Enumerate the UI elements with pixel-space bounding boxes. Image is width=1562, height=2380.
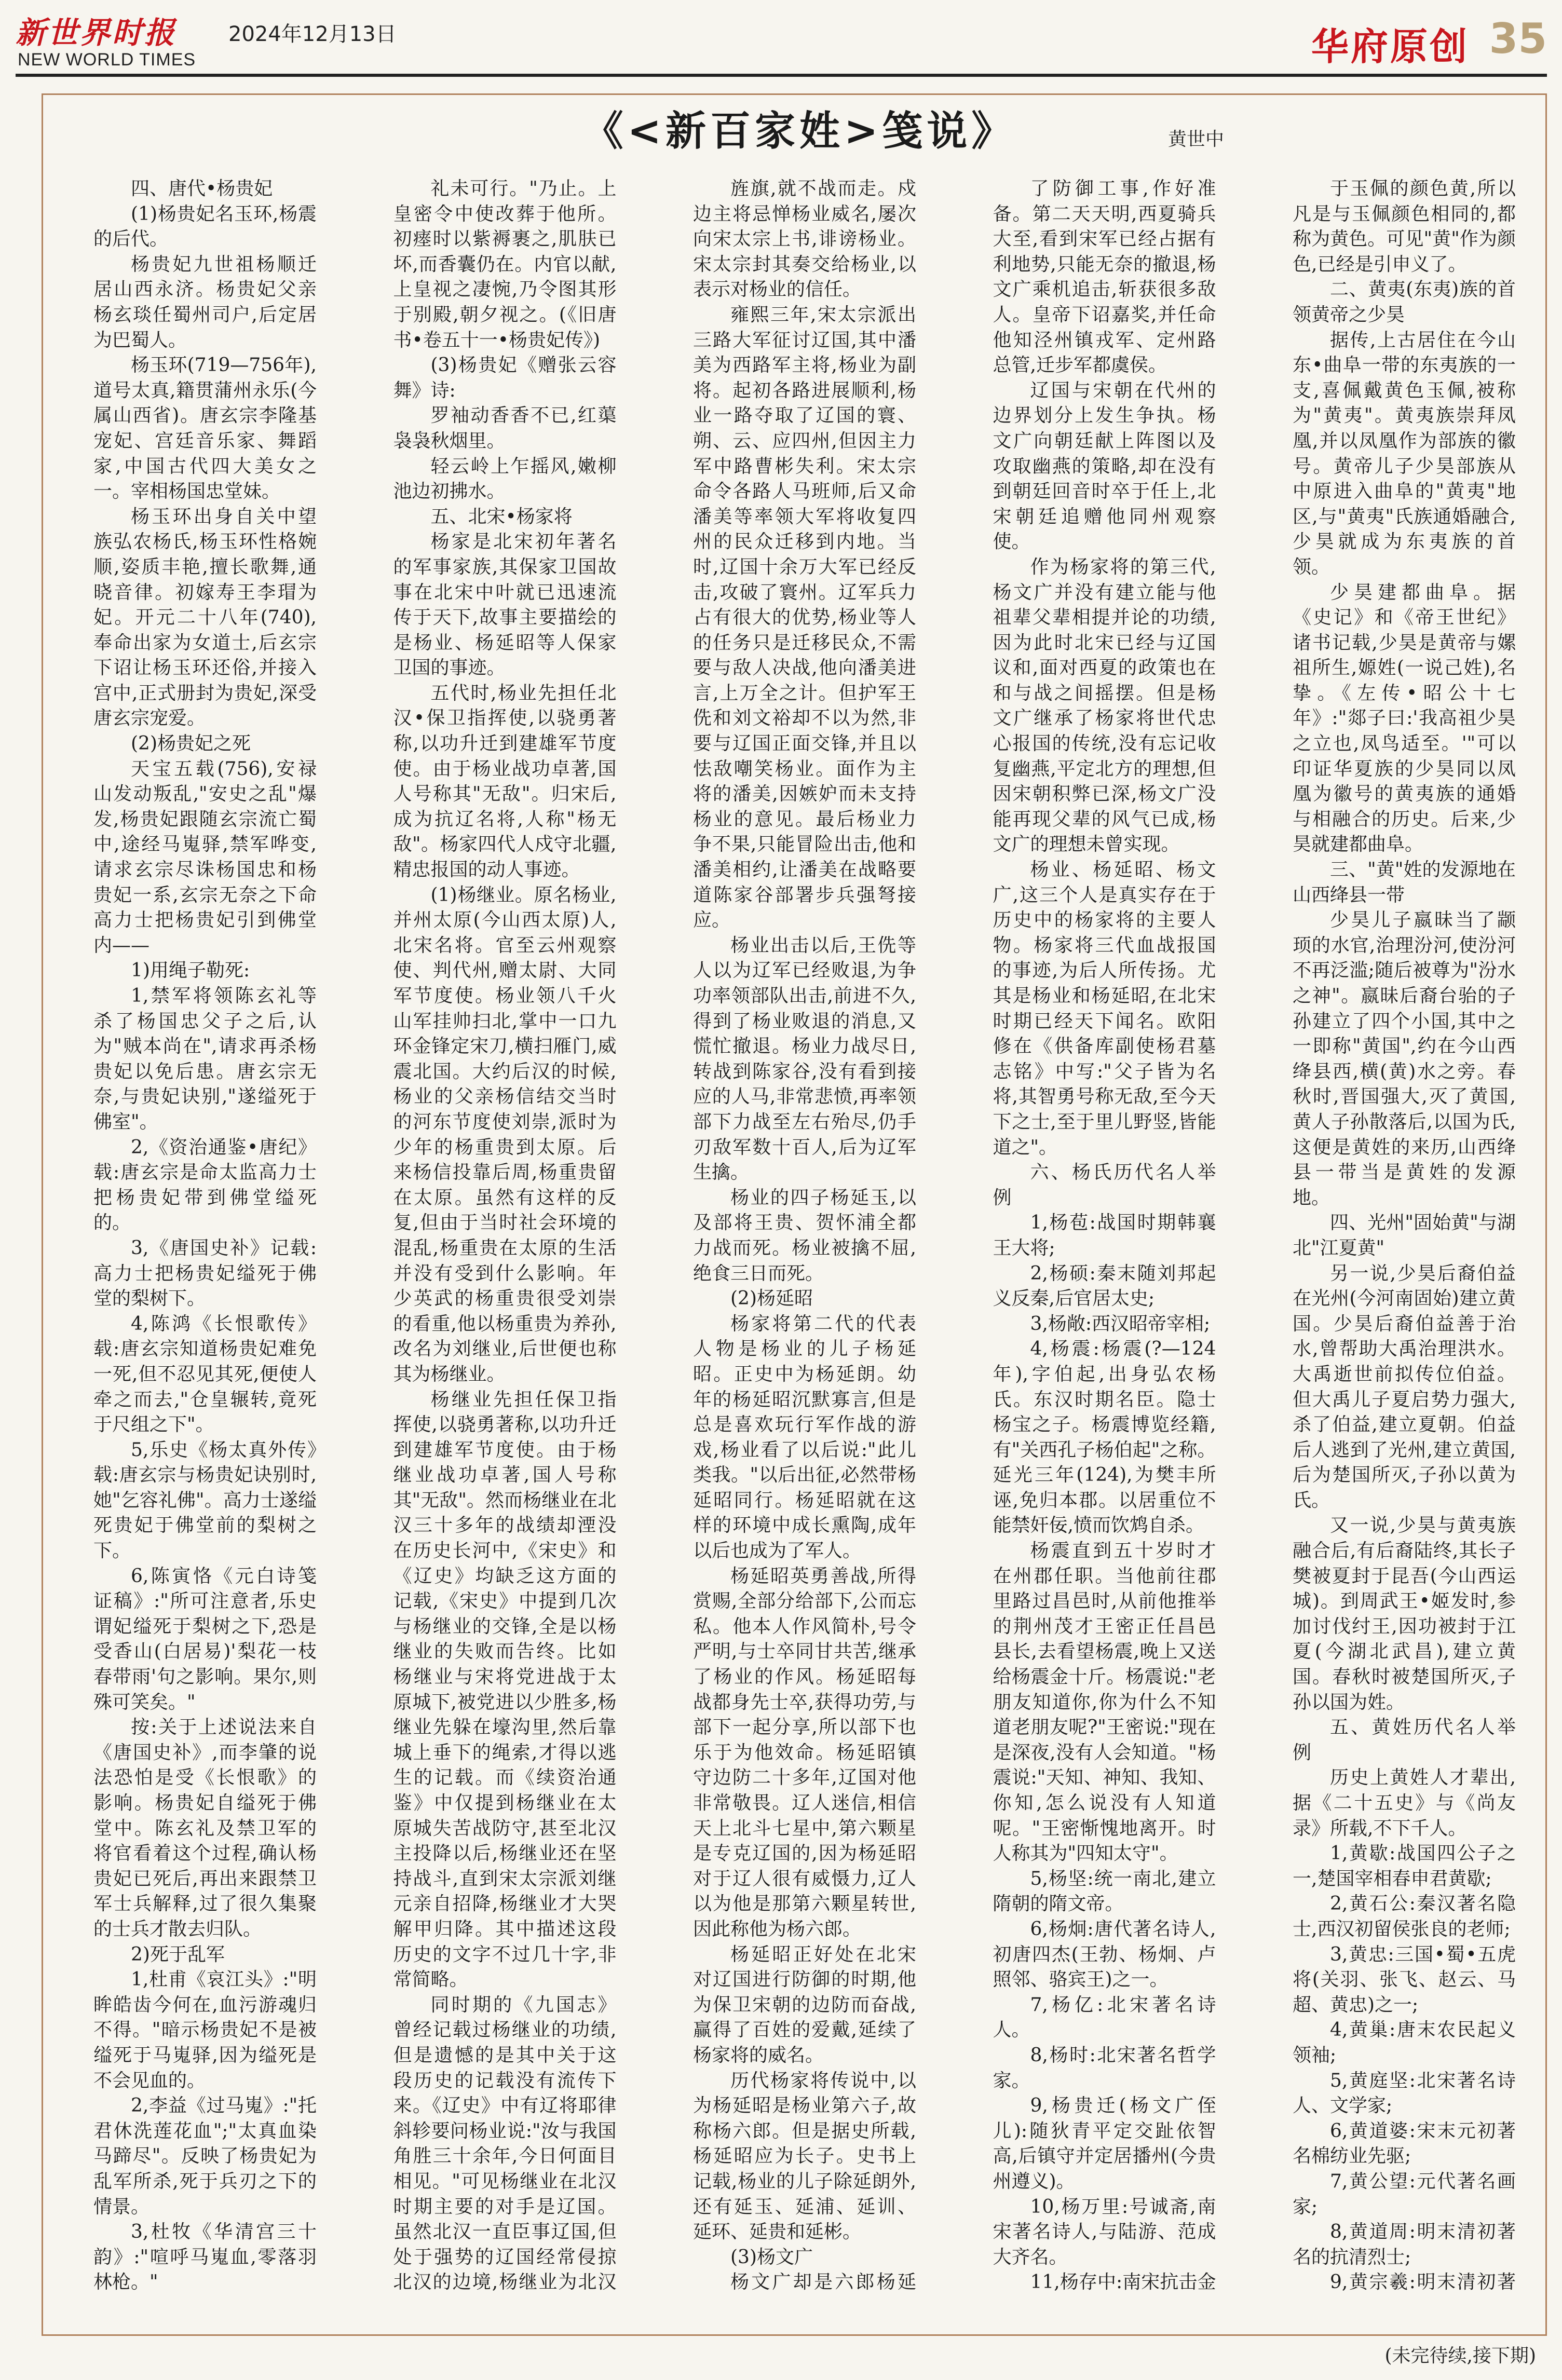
article-paragraph: 杨家是北宋初年著名的军事家族,其保家卫国故事在北宋中叶就已迅速流传于天下,故事主要描绘的是杨业、杨延昭等人保家卫国的事迹。 (393, 531, 617, 679)
article-paragraph: 4,黄巢:唐末农民起义领袖; (1293, 2019, 1516, 2066)
article-paragraph: 9,黄宗羲:明末清初著 (1330, 2272, 1516, 2293)
article-paragraph: 又一说,少昊与黄夷族融合后,有后裔陆终,其长子樊被夏封于昆吾(今山西运城)。到周武王•姬发时,参加讨伐纣王,因功被封于江夏(今湖北武昌),建立黄国。春秋时被楚国所灭,子孙以国为姓。 (1293, 1515, 1516, 1713)
article-paragraph: 于玉佩的颜色黄,所以凡是与玉佩颜色相同的,都称为黄色。可见"黄"作为颜色,已经是引申义了。 (1293, 178, 1516, 275)
article-column-2 (393, 176, 617, 2294)
article-paragraph: 轻云岭上乍摇风,嫩柳池边初拂水。 (393, 455, 617, 502)
article-paragraph: 作为杨家将的第三代,杨文广并没有建立能与他祖辈父辈相提并论的功绩,因为此时北宋已经与辽国议和,面对西夏的政策也在和与战之间摇摆。但是杨文广继承了杨家将世代忠心报国的传统,没有忘记收复幽燕,平定北方的理想,但因宋朝积弊已深,杨文广没能再现父辈的风气已成,杨文广的理想未曾实现。 (993, 556, 1216, 855)
article-paragraph: 3,黄忠:三国•蜀•五虎将(关羽、张飞、赵云、马超、黄忠)之一; (1293, 1943, 1516, 2016)
article-paragraph: 杨玉环出身自关中望族弘农杨氏,杨玉环性格婉顺,姿质丰艳,擅长歌舞,通晓音律。初嫁寿王李瑁为妃。开元二十八年(740),奉命出家为女道士,后玄宗下诏让杨玉环还俗,并接入宫中,正式册封为贵妃,深受唐玄宗宠爱。 (93, 506, 317, 729)
article-paragraph: 6,黄道婆:宋末元初著名棉纺业先驱; (1293, 2120, 1516, 2167)
article-paragraph: 8,黄道周:明末清初著名的抗清烈士; (1293, 2221, 1516, 2268)
article-paragraph: 礼未可行。"乃止。上皇密令中使改葬于他所。初瘗时以紫褥裹之,肌肤已坏,而香囊仍在。内官以献,上皇视之凄惋,乃令图其形于别殿,朝夕视之。(《旧唐书•卷五十一•杨贵妃传》) (393, 178, 617, 351)
article-paragraph: 五代时,杨业先担任北汉•保卫指挥使,以骁勇著称,以功升迁到建雄军节度使。由于杨业战功卓著,国人号称其"无敌"。归宋后,成为抗辽名将,人称"杨无敌"。杨家四代人戍守北疆,精忠报国的动人事迹。 (393, 682, 617, 881)
article-paragraph: 四、光州"固始黄"与湖北"江夏黄" (1293, 1212, 1516, 1259)
article-column-5 (1293, 176, 1516, 2294)
article-paragraph: 三、"黄"姓的发源地在山西绛县一带 (1293, 859, 1516, 906)
article-paragraph: 按:关于上述说法来自《唐国史补》,而李肇的说法恐怕是受《长恨歌》的影响。杨贵妃自缢死于佛堂中。陈玄礼及禁卫军的将官看着这个过程,确认杨贵妃已死后,再出来跟禁卫军士兵解释,过了很久集聚的士兵才散去归队。 (93, 1717, 317, 1940)
article-paragraph: 杨继业先担任保卫指挥使,以骁勇著称,以功升迁到建雄军节度使。由于杨继业战功卓著,国人号称其"无敌"。然而杨继业在北汉三十多年的战绩却湮没在历史长河中,《宋史》和《辽史》均缺乏这方面的记载,《宋史》中提到几次与杨继业的交锋,全是以杨继业的失败而告终。比如杨继业与宋将党进战于太原城下,被党进以少胜多,杨继业先躲在壕沟里,然后靠城上垂下的绳索,才得以逃生的记载。而《续资治通鉴》中仅提到杨继业在太原城失苦战防守,甚至北汉主投降以后,杨继业还在坚持战斗,直到宋太宗派刘继元亲自招降,杨继业才大哭解甲归降。其中描述这段历史的文字不过几十字,非常简略。 (393, 1389, 617, 1991)
article-paragraph: 2)死于乱军 (131, 1943, 225, 1965)
article-paragraph: (2)杨延昭 (730, 1288, 813, 1310)
article-paragraph: 5,乐史《杨太真外传》载:唐玄宗与杨贵妃诀别时,她"乞容礼佛"。高力士遂缢死贵妃于佛堂前的梨树之下。 (93, 1439, 317, 1562)
article-paragraph: (1)杨贵妃名玉环,杨震的后代。 (93, 203, 317, 250)
article-paragraph: (3)杨贵妃《赠张云容舞》诗: (393, 355, 617, 401)
article-paragraph: 少昊建都曲阜。据《史记》和《帝王世纪》诸书记载,少昊是黄帝与嫘祖所生,嫄姓(一说己姓),名挚。《左传•昭公十七年》:"郯子曰:'我高祖少昊之立也,凤鸟适至。'"可以印证华夏族的少昊同以凤凰为徽号的黄夷族的通婚与相融合的历史。后来,少昊就建都曲阜。 (1293, 581, 1516, 855)
article-author: 黄世中 (1168, 129, 1225, 150)
article-paragraph: 9,杨贵迁(杨文广侄儿):随狄青平定交趾依智高,后镇守并定居播州(今贵州遵义)。 (993, 2095, 1216, 2192)
article-paragraph: (2)杨贵妃之死 (131, 733, 251, 755)
masthead (16, 5, 1547, 70)
article-paragraph: 3,杜牧《华清宫三十韵》:"喧呼马嵬血,零落羽林枪。" (93, 2221, 317, 2293)
newspaper-brand-english: NEW WORLD TIMES (18, 50, 196, 70)
article-paragraph: 五、黄姓历代名人举例 (1293, 1717, 1516, 1763)
article-paragraph: 1,杜甫《哀江头》:"明眸皓齿今何在,血污游魂归不得。"暗示杨贵妃不是被缢死于马嵬驿,因为缢死是不会见血的。 (93, 1969, 317, 2091)
article-paragraph: 1)用绳子勒死: (131, 960, 250, 982)
article-paragraph: 辽国与宋朝在代州的边界划分上发生争执。杨文广向朝廷献上阵图以及攻取幽燕的策略,却在没有到朝廷回音时卒于任上,北宋朝廷追赠他同州观察使。 (993, 379, 1216, 553)
article-paragraph: 二、黄夷(东夷)族的首领黄帝之少昊 (1293, 279, 1516, 325)
continued-note: (未完待续,接下期) (1384, 2345, 1536, 2367)
article-paragraph: 罗袖动香香不已,红蕖袅袅秋烟里。 (393, 405, 617, 452)
article-paragraph: 5,杨坚:统一南北,建立隋朝的隋文帝。 (993, 1868, 1216, 1915)
article-paragraph: 据传,上古居住在今山东•曲阜一带的东夷族的一支,喜佩戴黄色玉佩,被称为"黄夷"。黄夷族崇拜凤凰,并以凤凰作为部族的徽号。黄帝儿子少昊部族从中原进入曲阜的"黄夷"地区,与"黄夷"氏族通婚融合,少昊就成为东夷族的首领。 (1293, 329, 1516, 578)
article-paragraph: 4,杨震:杨震(?—124年),字伯起,出身弘农杨氏。东汉时期名臣。隐士杨宝之子。杨震博览经籍,有"关西孔子杨伯起"之称。延光三年(124),为樊丰所诬,免归本郡。以居重位不能禁奸佞,愤而饮鸩自杀。 (993, 1338, 1216, 1536)
article-paragraph: 8,杨时:北宋著名哲学家。 (993, 2044, 1216, 2091)
article-paragraph: 六、杨氏历代名人举例 (993, 1162, 1216, 1208)
article-paragraph: 天宝五载(756),安禄山发动叛乱,"安史之乱"爆发,杨贵妃跟随玄宗流亡蜀中,途经马嵬驿,禁军哗变,请求玄宗尽诛杨国忠和杨贵妃一系,玄宗无奈之下命高力士把杨贵妃引到佛堂内—— (93, 758, 317, 956)
article-paragraph: 6,杨炯:唐代著名诗人,初唐四杰(王勃、杨炯、卢照邻、骆宾王)之一。 (993, 1918, 1216, 1991)
article-column-3 (693, 176, 916, 2294)
article-paragraph: 四、唐代•杨贵妃 (131, 178, 273, 199)
article-paragraph: 10,杨万里:号诚斋,南宋著名诗人,与陆游、范成大齐名。 (993, 2196, 1216, 2268)
article-paragraph: 4,陈鸿《长恨歌传》载:唐玄宗知道杨贵妃难免一死,但不忍见其死,便使人牵之而去,"仓皇辗转,竟死于尺组之下"。 (93, 1313, 317, 1436)
page-number: 35 (1489, 15, 1547, 63)
article-paragraph: 另一说,少昊后裔伯益在光州(今河南固始)建立黄国。少昊后裔伯益善于治水,曾帮助大禹治理洪水。大禹逝世前拟传位伯益。但大禹儿子夏启势力强大,杀了伯益,建立夏朝。伯益后人逃到了光州,建立黄国,后为楚国所灭,子孙以黄为氏。 (1293, 1262, 1516, 1511)
article-paragraph: 了防御工事,作好准备。第二天天明,西夏骑兵大至,看到宋军已经占据有利地势,只能无奈的撤退,杨文广乘机追击,斩获很多敌人。皇帝下诏嘉奖,并任命他知泾州镇戎军、定州路总管,迁步军都虞侯。 (993, 178, 1216, 376)
issue-date: 2024年12月13日 (228, 22, 397, 46)
article-paragraph: (1)杨继业。原名杨业,并州太原(今山西太原)人,北宋名将。官至云州观察使、判代州,赠太尉、大同军节度使。杨业领八千火山军挂帅扫北,掌中一口九环金锋定宋刀,横扫雁门,威震北国。大约后汉的时候,杨业的父亲杨信结交当时的河东节度使刘崇,派时为少年的杨重贵到太原。后来杨信投靠后周,杨重贵留在太原。虽然有这样的反复,但由于当时社会环境的混乱,杨重贵在太原的生活并没有受到什么影响。年少英武的杨重贵很受刘崇的看重,他以杨重贵为养孙,改名为刘继业,后世便也称其为杨继业。 (393, 884, 617, 1385)
article-paragraph: 2,杨硕:秦末随刘邦起义反秦,后官居太史; (993, 1262, 1216, 1310)
article-paragraph: 杨家将第二代的代表人物是杨业的儿子杨延昭。正史中为杨延朗。幼年的杨延昭沉默寡言,但是总是喜欢玩行军作战的游戏,杨业看了以后说:"此儿类我。"以后出征,必然带杨延昭同行。杨延昭就在这样的环境中成长熏陶,成年以后也成为了军人。 (693, 1313, 916, 1562)
article-paragraph: 历代杨家将传说中,以为杨延昭是杨业第六子,故称杨六郎。但是据史所载,杨延昭应为长子。史书上记载,杨业的儿子除延朗外,还有延玉、延浦、延训、延环、延贵和延彬。 (693, 2070, 916, 2243)
article-paragraph: 7,黄公望:元代著名画家; (1293, 2170, 1516, 2218)
article-paragraph: 旌旗,就不战而走。戍边主将忌惮杨业威名,屡次向宋太宗上书,诽谤杨业。宋太宗封其奏交给杨业,以表示对杨业的信任。 (693, 178, 916, 301)
article-paragraph: 11,杨存中:南宋抗击金 (1030, 2272, 1216, 2293)
article-paragraph: 杨贵妃九世祖杨顺迁居山西永济。杨贵妃父亲杨玄琰任蜀州司户,后定居为巴蜀人。 (93, 253, 317, 351)
article-paragraph: 杨文广却是六郎杨延 (730, 2272, 916, 2293)
article-paragraph: 1,黄歇:战国四公子之一,楚国宰相春申君黄歇; (1293, 1843, 1516, 1889)
newspaper-brand: 新世界时报 (16, 15, 177, 50)
article-paragraph: 历史上黄姓人才辈出,据《二十五史》与《尚友录》所载,不下千人。 (1293, 1767, 1516, 1839)
article-title: 《<新百家姓>笺说》 (582, 108, 1016, 155)
article-paragraph: 2,李益《过马嵬》:"托君休洗莲花血";"太真血染马蹄尽"。反映了杨贵妃为乱军所杀,死于兵刃之下的情景。 (93, 2095, 317, 2218)
article-paragraph: 2,《资治通鉴•唐纪》载:唐玄宗是命太监高力士把杨贵妃带到佛堂缢死的。 (93, 1136, 317, 1234)
article-paragraph: 5,黄庭坚:北宋著名诗人、文学家; (1293, 2070, 1516, 2117)
article-body (93, 176, 1516, 2294)
article-paragraph: 3,杨敞:西汉昭帝宰相; (1030, 1313, 1211, 1335)
masthead-rule (16, 74, 1547, 77)
article-paragraph: 五、北宋•杨家将 (430, 506, 573, 527)
article-paragraph: 2,黄石公:秦汉著名隐士,西汉初留侯张良的老师; (1293, 1893, 1516, 1940)
article-paragraph: 雍熙三年,宋太宗派出三路大军征讨辽国,其中潘美为西路军主将,杨业为副将。起初各路进展顺利,杨业一路夺取了辽国的寰、朔、云、应四州,但因主力军中路曹彬失利。宋太宗命令各路人马班师,后又命潘美等率领大军将收复四州的民众迁移到内地。当时,辽国十余万大军已经反击,攻破了寰州。辽军兵力占有很大的优势,杨业等人的任务只是迁移民众,不需要与敌人决战,他向潘美进言,上万全之计。但护军王侁和刘文裕却不以为然,非要与辽国正面交锋,并且以怯敌嘲笑杨业。面作为主将的潘美,因嫉妒而未支持杨业的意见。最后杨业力争不果,只能冒险出击,他和潘美相约,让潘美在战略要道陈家谷部署步兵强弩接应。 (693, 304, 916, 931)
article-paragraph: 杨延昭英勇善战,所得赏赐,全部分给部下,公而忘私。他本人作风简朴,号令严明,与士卒同甘共苦,继承了杨业的作风。杨延昭每战都身先士卒,获得功劳,与部下一起分享,所以部下也乐于为他效命。杨延昭镇守边防二十多年,辽国对他非常敬畏。辽人迷信,相信天上北斗七星中,第六颗星是专克辽国的,因为杨延昭对于辽人很有威慑力,辽人以为他是那第六颗星转世,因此称他为杨六郎。 (693, 1565, 916, 1940)
article-paragraph: 杨业、杨延昭、杨文广,这三个人是真实存在于历史中的杨家将的主要人物。杨家将三代血战报国的事迹,为后人所传扬。尤其是杨业和杨延昭,在北宋时期已经天下闻名。欧阳修在《供备库副使杨君墓志铭》中写:"父子皆为名将,其智勇号称无敌,至今天下之士,至于里儿野竖,皆能道之"。 (993, 859, 1216, 1158)
article-paragraph: 1,禁军将领陈玄礼等杀了杨国忠父子之后,认为"贼本尚在",请求再杀杨贵妃以免后患。唐玄宗无奈,与贵妃诀别,"遂缢死于佛室"。 (93, 985, 317, 1133)
article-paragraph: 同时期的《九国志》曾经记载过杨继业的功绩,但是遗憾的是其中关于这段历史的记载没有流传下来。《辽史》中有辽将耶律斜轸要问杨业说:"汝与我国角胜三十余年,今日何面目相见。"可见杨继业在北汉时期主要的对手是辽国。虽然北汉一直臣事辽国,但处于强势的辽国经常侵掠北汉的边境,杨继业为北汉 (393, 1994, 617, 2293)
article-column-1 (93, 176, 317, 2294)
article-paragraph: 6,陈寅恪《元白诗笺证稿》:"所可注意者,乐史谓妃缢死于梨树之下,恐是受香山(白居易)'梨花一枝春带雨'句之影响。果尔,则殊可笑矣。" (93, 1565, 317, 1713)
article-paragraph: 杨业的四子杨延玉,以及部将王贵、贺怀浦全都力战而死。杨业被擒不屈,绝食三日而死。 (693, 1187, 916, 1284)
article-paragraph: 杨玉环(719—756年),道号太真,籍贯蒲州永乐(今属山西省)。唐玄宗李隆基宠妃、宫廷音乐家、舞蹈家,中国古代四大美女之一。宰相杨国忠堂妹。 (93, 355, 317, 502)
article-paragraph: 杨延昭正好处在北宋对辽国进行防御的时期,他为保卫宋朝的边防而奋战,赢得了百姓的爱戴,延续了杨家将的威名。 (693, 1943, 916, 2066)
article-paragraph: 7,杨亿:北宋著名诗人。 (993, 1994, 1216, 2041)
article-column-4 (993, 176, 1216, 2294)
article-paragraph: (3)杨文广 (730, 2246, 813, 2268)
article-paragraph: 少昊儿子嬴昧当了颛顼的水官,治理汾河,使汾河不再泛滥;随后被尊为"汾水之神"。嬴昧后裔台骀的子孙建立了四个小国,其中之一即称"黄国",约在今山西绛县西,横(黄)水之旁。春秋时,晋国强大,灭了黄国,黄人子孙散落后,以国为氏,这便是黄姓的来历,山西绛县一带当是黄姓的发源地。 (1293, 909, 1516, 1208)
article-paragraph: 杨业出击以后,王侁等人以为辽军已经败退,为争功率领部队出击,前进不久,得到了杨业败退的消息,又慌忙撤退。杨业力战尽日,转战到陈家谷,没有看到接应的人马,非常悲愤,再率领部下力战至左右殆尽,仍手刃敌军数十百人,后为辽军生擒。 (693, 934, 916, 1184)
article-paragraph: 3,《唐国史补》记载:高力士把杨贵妃缢死于佛堂的梨树下。 (93, 1237, 317, 1310)
article-paragraph: 杨震直到五十岁时才在州郡任职。当他前往郡里路过昌邑时,从前他推举的荆州茂才王密正任昌邑县长,去看望杨震,晚上又送给杨震金十斤。杨震说:"老朋友知道你,你为什么不知道老朋友呢?"王密说:"现在是深夜,没有人会知道。"杨震说:"天知、神知、我知、你知,怎么说没有人知道呢。"王密惭愧地离开。时人称其为"四知太守"。 (993, 1540, 1216, 1865)
section-name: 华府原创 (1311, 25, 1469, 69)
article-paragraph: 1,杨苞:战国时期韩襄王大将; (993, 1212, 1216, 1259)
